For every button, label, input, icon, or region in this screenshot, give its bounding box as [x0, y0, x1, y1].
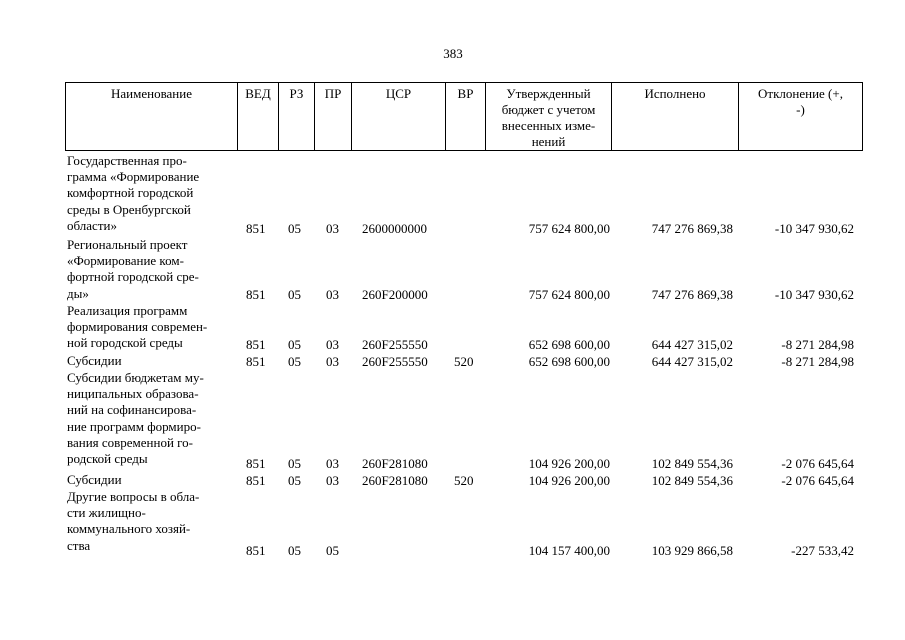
row-budget: 757 624 800,00 — [528, 286, 610, 302]
row-budget: 757 624 800,00 — [528, 220, 610, 236]
table-row — [0, 472, 905, 489]
row-name: Субсидии бюджетам му- ниципальных образова- ний на софинансирова- ние программ формиро- вания современной го- родской среды — [67, 370, 204, 467]
header-budget: Утвержденный бюджет с учетом внесенных изме-нений — [501, 86, 596, 149]
row-vr: 520 — [454, 353, 474, 369]
row-pr: 05 — [326, 542, 339, 558]
row-rz: 05 — [288, 353, 301, 369]
row-name: Государственная про- грамма «Формирование комфортной городской среды в Оренбургской области» — [67, 153, 200, 233]
row-budget: 104 926 200,00 — [528, 472, 610, 488]
row-deviation: -8 271 284,98 — [781, 353, 854, 369]
row-executed: 102 849 554,36 — [651, 472, 733, 488]
row-pr: 03 — [326, 353, 339, 369]
row-csr: 260F200000 — [362, 286, 428, 302]
table-row — [0, 370, 905, 472]
header-rz: РЗ — [289, 86, 304, 101]
row-pr: 03 — [326, 286, 339, 302]
row-rz: 05 — [288, 220, 301, 236]
row-csr: 260F255550 — [362, 336, 428, 352]
row-executed: 747 276 869,38 — [651, 220, 733, 236]
row-rz: 05 — [288, 336, 301, 352]
table-row — [0, 237, 905, 303]
row-deviation: -10 347 930,62 — [774, 286, 854, 302]
row-ved: 851 — [246, 542, 266, 558]
row-csr: 260F255550 — [362, 353, 428, 369]
row-executed: 644 427 315,02 — [651, 336, 733, 352]
row-deviation: -10 347 930,62 — [774, 220, 854, 236]
row-rz: 05 — [288, 286, 301, 302]
row-budget: 104 157 400,00 — [528, 542, 610, 558]
row-ved: 851 — [246, 353, 266, 369]
row-ved: 851 — [246, 220, 266, 236]
row-name: Реализация программ формирования современ- ной городской среды — [67, 303, 208, 351]
header-csr: ЦСР — [385, 86, 412, 101]
row-deviation: -2 076 645,64 — [781, 472, 854, 488]
row-csr: 2600000000 — [362, 220, 427, 236]
row-deviation: -227 533,42 — [791, 542, 854, 558]
row-ved: 851 — [246, 286, 266, 302]
table-row — [0, 353, 905, 370]
row-name: Субсидии — [67, 353, 122, 368]
row-rz: 05 — [288, 472, 301, 488]
table-row — [0, 489, 905, 559]
row-ved: 851 — [246, 472, 266, 488]
row-rz: 05 — [288, 455, 301, 471]
row-pr: 03 — [326, 336, 339, 352]
row-pr: 03 — [326, 455, 339, 471]
row-deviation: -2 076 645,64 — [781, 455, 854, 471]
row-name: Региональный проект «Формирование ком- фортной городской сре- ды» — [67, 237, 199, 301]
row-executed: 103 929 866,58 — [651, 542, 733, 558]
header-ved: ВЕД — [245, 86, 271, 101]
row-executed: 747 276 869,38 — [651, 286, 733, 302]
table-row — [0, 303, 905, 353]
row-rz: 05 — [288, 542, 301, 558]
header-vr: ВР — [457, 86, 474, 101]
row-vr: 520 — [454, 472, 474, 488]
row-pr: 03 — [326, 220, 339, 236]
row-executed: 644 427 315,02 — [651, 353, 733, 369]
row-ved: 851 — [246, 336, 266, 352]
row-csr: 260F281080 — [362, 455, 428, 471]
row-name: Субсидии — [67, 472, 122, 487]
row-budget: 104 926 200,00 — [528, 455, 610, 471]
row-deviation: -8 271 284,98 — [781, 336, 854, 352]
row-ved: 851 — [246, 455, 266, 471]
row-pr: 03 — [326, 472, 339, 488]
table-row — [0, 153, 905, 237]
row-name: Другие вопросы в обла- сти жилищно- коммунального хозяй- ства — [67, 489, 200, 553]
header-deviation: Отклонение (+, -) — [758, 86, 843, 117]
header-name: Наименование — [111, 86, 192, 101]
header-executed: Исполнено — [644, 86, 706, 101]
row-csr: 260F281080 — [362, 472, 428, 488]
page-number: 383 — [443, 46, 463, 61]
row-budget: 652 698 600,00 — [528, 336, 610, 352]
row-budget: 652 698 600,00 — [528, 353, 610, 369]
header-pr: ПР — [324, 86, 342, 101]
row-executed: 102 849 554,36 — [651, 455, 733, 471]
